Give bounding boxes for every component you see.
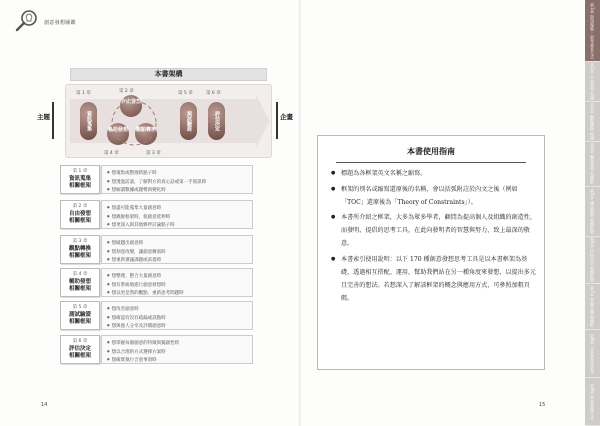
framework-title: 本書架構: [70, 68, 267, 81]
guide-bullet-text: 框架的別名或縮寫還原後的名稱，會以括弧附註於內文之後（例如「TOC」還原後為「Theory of Constraints」）。: [341, 185, 518, 206]
chapter-6-number: 第 6 章: [72, 339, 88, 344]
chapter-5-number: 第 5 章: [72, 305, 88, 310]
list-item: ● 想改善創意時: [107, 305, 247, 314]
chapter-6-label: [60, 335, 100, 364]
node-view-change: 觀點轉換: [135, 123, 157, 145]
chapter-tab-2[interactable]: 第2章 自由發想 相關框架: [585, 62, 600, 102]
cycle-arrows-icon: [104, 93, 164, 153]
guide-bullet-text: 本書索引使用說明：以下 170 種創意發想思考工具是以本書框架為基礎，透過相互搭配、運用，幫助我們站在另一種角度來發想，以提出多元且完善的想法。若想深入了解該框架的概念與應用方式，可參照加粗頁碼。: [341, 255, 536, 302]
chapter-mark-2: 第 2 章: [119, 89, 134, 94]
chapter-mark-4: 第 4 章: [104, 151, 119, 156]
chapter-5-uses: [101, 301, 253, 330]
page-number-right: 15: [539, 402, 546, 408]
list-item: ● 想更深入與其他夥伴討論點子時: [107, 221, 247, 230]
bullet-icon: ●: [331, 255, 336, 262]
node-test-verify: 測試驗證: [180, 102, 197, 140]
node-info-collect: 資訊蒐集: [80, 102, 97, 140]
list-item: ● 想刻意改變，讓創意擴張時: [107, 248, 247, 257]
plan-label: 企畫: [280, 113, 293, 121]
chapter-3-subname: 相關框架: [68, 253, 91, 259]
list-item: ● 想蒐集或整理新點子時: [107, 169, 247, 178]
chapter-mark-3: 第 3 章: [146, 151, 161, 156]
node-evaluate: 評估決定: [208, 102, 225, 140]
chapter-6-uses: [101, 335, 253, 364]
chapter-tab-5[interactable]: 第5章 測試驗證 相關框架: [585, 187, 600, 237]
chapter-1-number: 第 1 章: [72, 169, 88, 174]
chapter-3-name: 觀點轉換: [68, 245, 91, 252]
chapter-mark-6: 第 6 章: [206, 91, 221, 96]
node-assist-idea: 輔助發想: [107, 123, 129, 145]
chapter-1-name: 資訊蒐集: [68, 175, 91, 182]
usage-guide-title: 本書使用指南: [336, 140, 526, 163]
list-item: ● 想以合理的方式選擇方案時: [107, 348, 247, 357]
chapter-4-label: [60, 268, 100, 297]
bullet-icon: ●: [331, 170, 336, 176]
chapter-1-subname: 相關框架: [68, 183, 91, 189]
list-item: [330, 183, 538, 209]
chapter-4-name: 輔助發想: [68, 278, 91, 285]
chapter-2-subname: 相關框架: [68, 218, 91, 224]
chapter-tab-1[interactable]: 第1章 資訊蒐集・思考基本方式: [585, 0, 600, 62]
chapter-4-uses: [101, 268, 253, 297]
chapter-3-number: 第 3 章: [72, 239, 88, 244]
chapter-1-uses: [101, 165, 253, 194]
chapter-tab-3[interactable]: 第3章 觀點轉換 相關框架: [585, 102, 600, 142]
list-item: ● 想破題出創意時: [107, 239, 247, 248]
list-item: [330, 253, 538, 305]
chapter-6-name: 評估決定: [68, 345, 91, 352]
node-free-idea: 自由發想: [120, 95, 142, 117]
chapter-3-label: [60, 235, 100, 264]
list-item: [330, 167, 538, 180]
flow-arrow-head: [256, 95, 270, 147]
chapter-tab-6[interactable]: 第6章 評估決定 相關框架: [585, 237, 600, 284]
chapter-tab-9[interactable]: 第9章 學習實踐方法: [585, 378, 600, 426]
list-item: ● 想與他人分享及評價創意時: [107, 322, 247, 331]
usage-guide-list: [330, 167, 538, 307]
list-item: ● 想跳脫框架時，使創意延伸時: [107, 213, 247, 222]
list-item: ● 想解讀數據或趨勢與變化時: [107, 186, 247, 195]
running-header-title: 創意發想圖鑑: [44, 20, 76, 26]
list-item: ● 想整理、整合大量創意時: [107, 272, 247, 281]
chapter-1-label: [60, 165, 100, 194]
list-item: ● 想透過訪談，了解對方的真心話或第一手資訊時: [107, 178, 247, 187]
guide-bullet-text: 標題為各框架英文名稱之縮寫。: [341, 170, 427, 177]
guide-bullet-text: 本書所介紹之框架，大多為眾多學者，顧問為提高個人及組織的創造性，而發明、提倡的思考工具，在此向發明者的智慧與努力，致上最深的敬意。: [341, 214, 536, 247]
list-item: ● 想有系統地進行創意發想時: [107, 281, 247, 290]
list-item: ● 想盡可能蒐集大量創意時: [107, 204, 247, 213]
magnifier-idea-icon: [15, 9, 39, 33]
chapter-4-number: 第 4 章: [72, 272, 88, 277]
bullet-icon: ●: [331, 214, 336, 220]
chapter-mark-1: 第 1 章: [76, 91, 91, 96]
chapter-5-label: [60, 301, 100, 330]
framework-diagram: [65, 84, 272, 158]
chapter-2-number: 第 2 章: [72, 204, 88, 209]
theme-bar: [52, 102, 54, 139]
plan-bar: [276, 102, 278, 139]
chapter-5-name: 測試驗證: [68, 311, 91, 318]
list-item: ● 想確認有沒有疏漏或誤點時: [107, 314, 247, 323]
chapter-tab-4[interactable]: 第4章 輔助發想 相關框架: [585, 142, 600, 187]
list-item: [330, 211, 538, 250]
chapter-mark-5: 第 5 章: [178, 91, 193, 96]
chapter-2-uses: [101, 200, 253, 229]
list-item: ● 想重新審議課題或前提時: [107, 256, 247, 265]
chapter-tabs: [575, 0, 600, 426]
bullet-icon: ●: [331, 185, 336, 192]
list-item: ● 想掌握每個創意的特徵與獨創性時: [107, 339, 247, 348]
chapter-4-subname: 相關框架: [68, 286, 91, 292]
chapter-tab-8[interactable]: 第8章 以其他角度思考: [585, 330, 600, 378]
chapter-5-subname: 相關框架: [68, 319, 91, 325]
book-gutter: [299, 0, 301, 426]
chapter-3-uses: [101, 235, 253, 264]
list-item: ● 想以更是然的觀點，重新思考問題時: [107, 289, 247, 298]
chapter-tab-7[interactable]: 第7章 掌握全體 相關框架: [585, 284, 600, 330]
page-number-left: 14: [41, 402, 48, 408]
chapter-2-label: [60, 200, 100, 229]
chapter-6-subname: 相關框架: [68, 353, 91, 359]
theme-label: 主題: [37, 113, 50, 121]
chapter-2-name: 自由發想: [68, 210, 91, 217]
list-item: ● 想確實執行合意事項時: [107, 356, 247, 365]
